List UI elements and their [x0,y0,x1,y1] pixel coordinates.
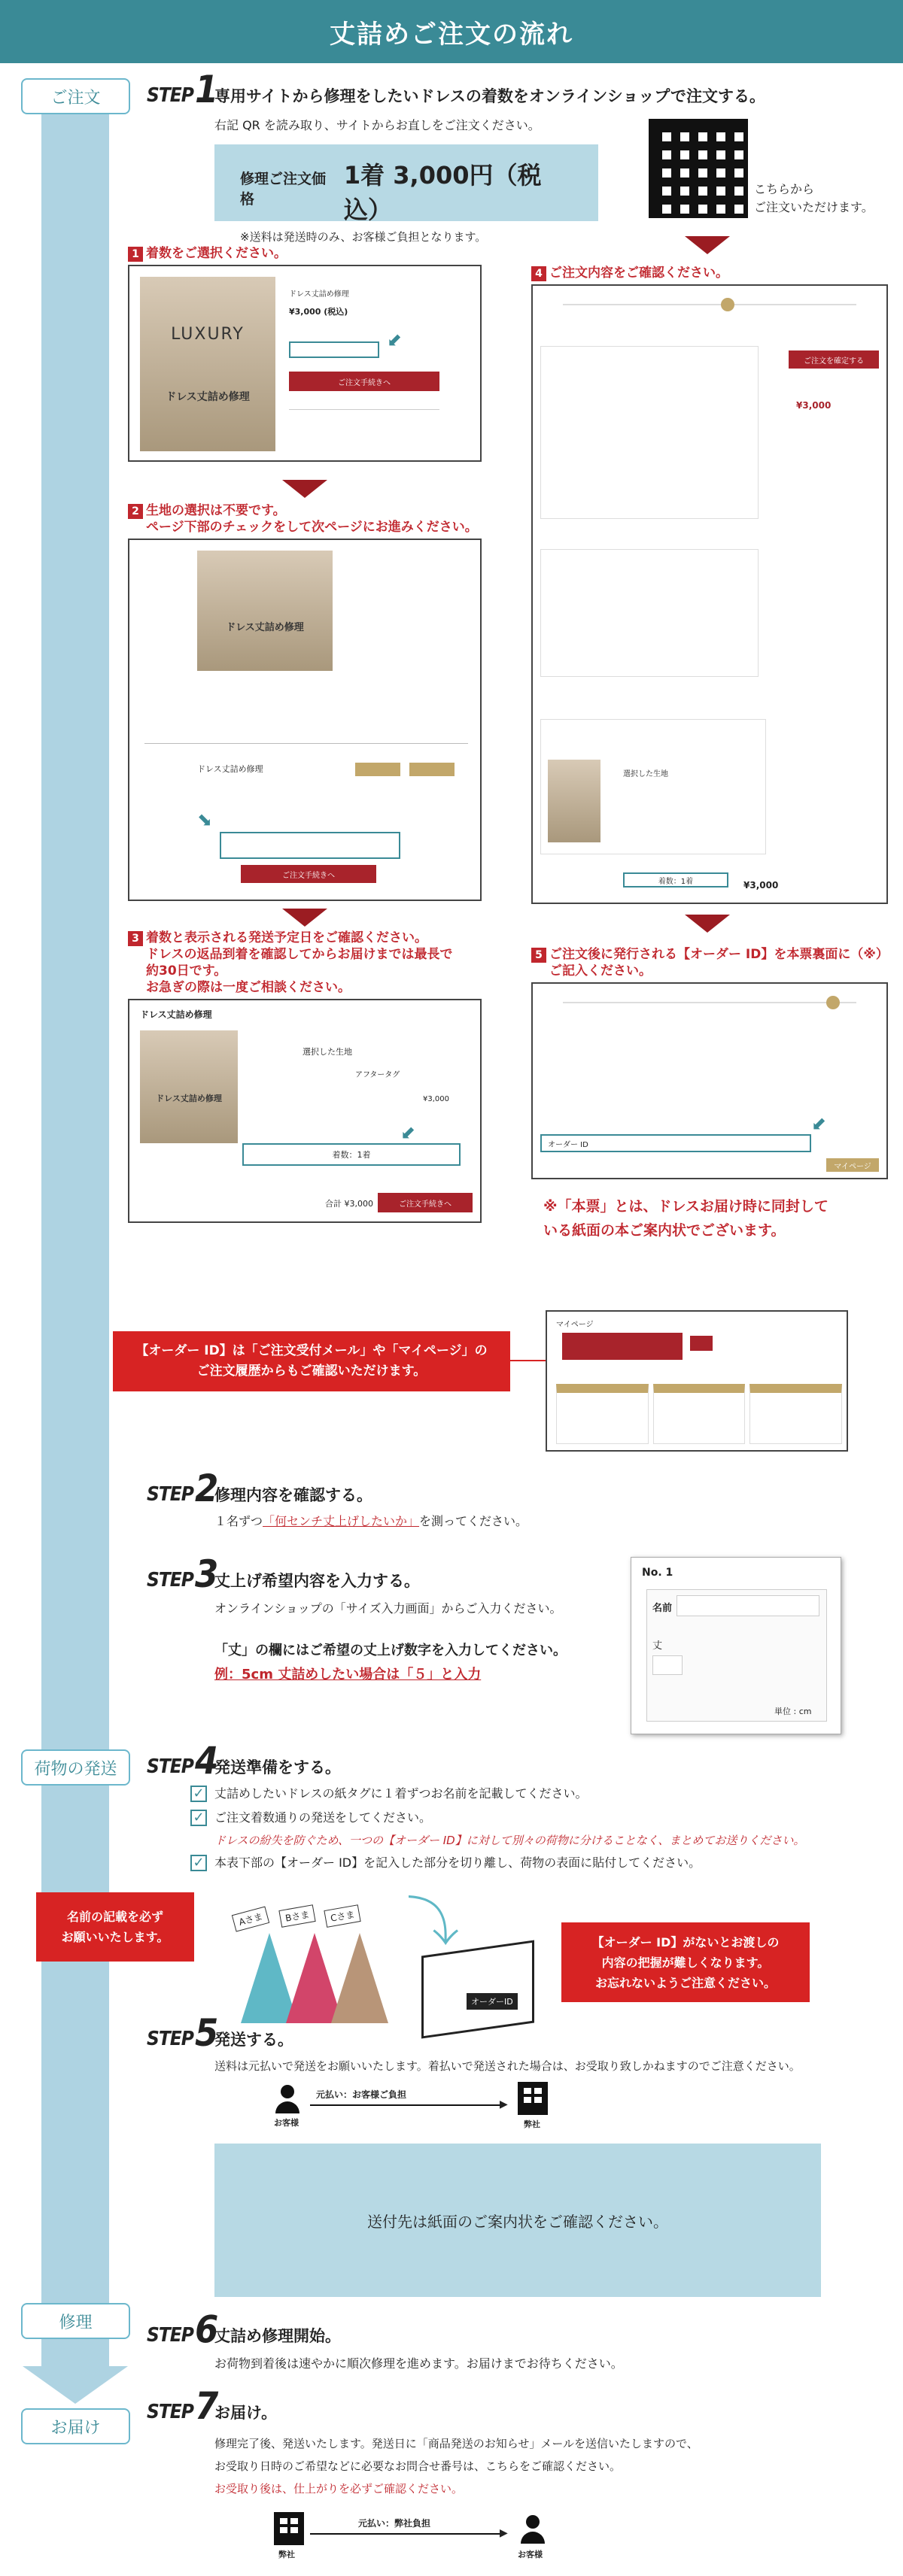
order-id-field: オーダー ID [540,1134,811,1152]
step1-sub: 右記 QR を読み取り、サイトからお直しをご注文ください。 [214,118,540,132]
destination-text: 送付先は紙面のご案内状をご確認ください。 [367,2212,668,2231]
price-note: ※送料は発送時のみ、お客様ご負担となります。 [240,230,487,244]
quantity-summary: 着数：1着 [623,872,728,887]
step7-l1: 修理完了後、発送いたします。発送日に「商品発送のお知らせ」メールを送信いたしますので、 [214,2437,698,2450]
phase-ship: 荷物の発送 [21,1749,130,1786]
arrow-line [310,2533,504,2535]
step1-heading: 専用サイトから修理をしたいドレスの着数をオンラインショップで注文する。 [214,87,765,105]
flow-arrow-icon [23,2366,128,2404]
step3-label: STEP 3 [147,1552,219,1596]
product-image-4 [548,760,600,842]
name-note: 名前の記載を必ず お願いいたします。 [36,1892,194,1962]
arrow-line [310,2104,504,2106]
customer-label: お客様 [274,2118,299,2128]
shop-label: 弊社 [524,2119,540,2129]
confirm-order-button[interactable]: ご注文を確定する [789,350,879,369]
prepaid-customer: 元払い：お客様ご負担 [316,2089,407,2100]
step5-label: STEP 5 [147,2011,219,2055]
step4-label: STEP 4 [147,1739,219,1783]
qr-code[interactable] [649,119,748,218]
label-3c: 約30日です。 [146,963,227,979]
pointer-arrow-icon: ⬋ [811,1113,827,1134]
price-value: 1着 3,000円（税込） [343,161,542,224]
page-title: 丈詰めご注文の流れ [0,0,903,63]
flow-bar [41,78,109,2366]
product-image-2: ドレス丈詰め修理 [197,551,333,671]
destination-box [214,2144,821,2297]
screenshot-complete [531,982,888,1179]
step7-l3: お受取り後は、仕上がりを必ずご確認ください。 [214,2482,464,2496]
step6-heading: 丈詰め修理開始。 [214,2327,341,2345]
label-1: 1 着数をご選択ください。 [128,245,287,262]
step4-c2: ご注文着数通りの発送をしてください。 [214,1810,432,1825]
label-5b: ご記入ください。 [549,963,652,979]
tag-c: Cさま [324,1904,361,1928]
honpyo-note: ※「本票」とは、ドレスお届け時に同封して いる紙面の本ご案内状でございます。 [543,1198,829,1239]
step7-label: STEP 7 [147,2384,219,2428]
product-image: LUXURY ドレス丈詰め修理 [140,277,275,451]
next-button[interactable]: ご注文手続きへ [241,865,376,883]
person-icon [274,2085,301,2115]
price-label: 修理ご注文価格 [240,171,327,208]
mypage-button[interactable]: マイページ [826,1158,879,1172]
pointer-arrow-icon: ⬋ [400,1122,416,1143]
down-arrow-icon [282,909,327,927]
person-icon [519,2515,546,2545]
label-4: 4 ご注文内容をご確認ください。 [531,265,728,281]
check-icon: ✓ [190,1810,207,1826]
qr-note: こちらから ご注文いただけます。 [754,182,874,214]
step4-c3: 本表下部の【オーダー ID】を記入した部分を切り離し、荷物の表面に貼付してください。 [214,1855,701,1870]
step4-heading: 発送準備をする。 [214,1758,341,1776]
curved-arrow-icon: ⤵ [406,1892,459,1953]
phase-order: ご注文 [21,78,130,114]
order-id-warning: 【オーダー ID】がないとお渡しの 内容の把握が難しくなります。 お忘れないようご注意ください。 [561,1922,810,2002]
dress-c-icon [331,1933,388,2023]
step5-heading: 発送する。 [214,2031,293,2049]
step2-text: １名ずつ「何センチ丈上げしたいか」を測ってください。 [214,1514,528,1528]
step3-line2: 例：5cm 丈詰めしたい場合は「５」と入力 [214,1667,482,1682]
fabric-button-2[interactable] [409,763,455,776]
add-to-cart-button[interactable]: ご注文手続きへ [289,372,439,391]
label-2b: ページ下部のチェックをして次ページにお進みください。 [146,520,478,535]
box-icon [421,1940,534,2038]
arrow-right-icon: ▶ [500,2098,508,2110]
customer-label: お客様 [518,2550,543,2559]
agree-checkbox[interactable] [220,832,400,859]
step6-sub: お荷物到着後は速やかに順次修理を進めます。お届けまでお待ちください。 [214,2356,623,2371]
phase-deliver: お届け [21,2408,130,2444]
step2-heading: 修理内容を確認する。 [214,1486,372,1504]
screenshot-quantity: LUXURY ドレス丈詰め修理 ドレス丈詰め修理 ¥3,000 (税込) ⬋ ご注文手続きへ [128,265,482,462]
checkout-button[interactable]: ご注文手続きへ [378,1193,473,1212]
length-input[interactable] [652,1655,683,1675]
pointer-arrow-icon: ⬋ [387,329,403,350]
shop-icon [274,2512,304,2545]
down-arrow-icon [685,915,730,933]
box-label: オーダーID [467,1993,518,2010]
check-icon: ✓ [190,1855,207,1871]
tag-a: Aさま [232,1906,270,1931]
step7-l2: お受取り日時のご希望などに必要なお問合せ番号は、こちらをご確認ください。 [214,2459,622,2473]
label-5: 5 ご注文後に発行される【オーダー ID】を本票裏面に（※） [531,946,889,963]
step5-sub: 送料は元払いで発送をお願いいたします。着払いで発送された場合は、お受取り致しかねますのでご注意ください。 [214,2059,801,2073]
screenshot-confirm: ご注文を確定する ¥3,000 選択した生地 着数：1着 ¥3,000 [531,284,888,904]
label-3d: お急ぎの際は一度ご相談ください。 [146,980,351,995]
pointer-line [510,1360,549,1361]
shop-icon [518,2082,548,2115]
price-box [214,144,598,244]
step4-c1: 丈詰めしたいドレスの紙タグに１着ずつお名前を記載してください。 [214,1786,588,1801]
step6-label: STEP 6 [147,2307,219,2351]
step3-heading: 丈上げ希望内容を入力する。 [214,1572,420,1590]
tag-b: Bさま [278,1904,316,1928]
fabric-button-1[interactable] [355,763,400,776]
screenshot-cart: ドレス丈詰め修理 ドレス丈詰め修理 選択した生地 アフタータグ ¥3,000 着数：1着 ⬋ 合計 ¥3,000 ご注文手続きへ [128,999,482,1223]
label-3: 3 着数と表示される発送予定日をご確認ください。 [128,930,427,946]
label-3b: ドレスの返品到着を確認してからお届けまでは最長で [146,947,453,962]
quantity-select[interactable] [289,341,379,358]
shop-label: 弊社 [278,2550,295,2559]
pointer-arrow-icon: ⬊ [197,809,213,830]
down-arrow-icon [685,236,730,254]
phase-repair: 修理 [21,2303,130,2339]
step7-heading: お届け。 [214,2404,278,2422]
name-input[interactable] [676,1595,819,1616]
arrow-right-icon: ▶ [500,2527,508,2539]
step4-c2-note: ドレスの紛失を防ぐため、一つの【オーダー ID】に対して別々の荷物に分けることなく、まとめてお送りください。 [214,1834,805,1847]
step1-label: STEP 1 [147,68,219,111]
screenshot-fabric: ドレス丈詰め修理 ドレス丈詰め修理 ⬊ ご注文手続きへ [128,539,482,901]
step3-line1: 「丈」の欄にはご希望の丈上げ数字を入力してください。 [214,1643,567,1658]
label-2: 2 生地の選択は不要です。 [128,502,286,519]
size-form: No. 1 名前 丈 単位 : cm [631,1557,841,1734]
quantity-field[interactable]: 着数：1着 [242,1143,461,1166]
step2-label: STEP 2 [147,1467,219,1510]
screenshot-mypage: マイページ [546,1310,848,1452]
order-id-note: 【オーダー ID】は「ご注文受付メール」や「マイページ」の ご注文履歴からもご確認いただけます。 [113,1331,510,1391]
down-arrow-icon [282,480,327,498]
step3-sub: オンラインショップの「サイズ入力画面」からご入力ください。 [214,1601,562,1616]
prepaid-shop: 元払い：弊社負担 [358,2518,431,2529]
check-icon: ✓ [190,1786,207,1802]
product-image-3: ドレス丈詰め修理 [140,1030,238,1143]
